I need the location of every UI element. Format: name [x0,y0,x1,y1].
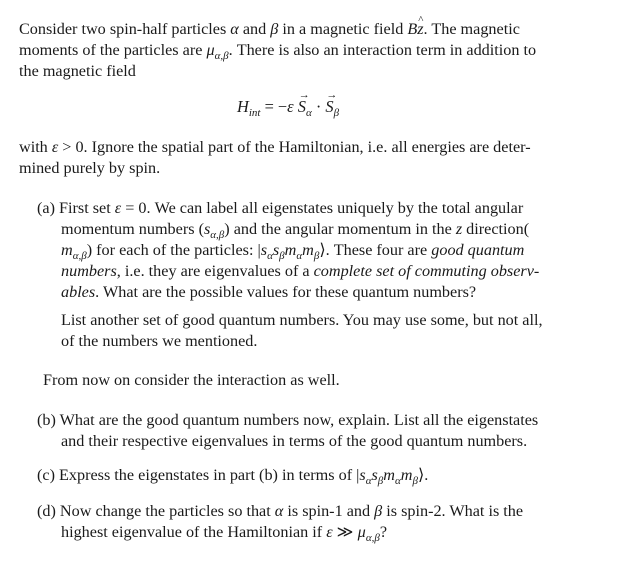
part-a-line-7: of the numbers we mentioned. [61,332,258,350]
part-a-line-6: List another set of good quantum numbers. You may use some, but not all, [61,311,543,329]
after-eq-line-2: mined purely by spin. [19,159,161,177]
intro-line-3: the magnetic field [19,62,136,80]
part-d-line-1: (d) Now change the particles so that α is spin-1 and β is spin-2. What is the [37,502,524,520]
intro-line-1: Consider two spin-half particles α and β in a magnetic field B^ z. The magnetic [19,19,520,40]
part-a-line-2: momentum numbers $(s_{\alpha,\beta})$ and the angular momentum in the z direction( [61,220,530,241]
part-a-line-1: (a) First set ε = 0. We can label all eigenstates uniquely by the total angular [37,199,524,217]
part-b-line-1: (b) What are the good quantum numbers now, explain. List all the eigenstates [37,411,539,429]
part-d-line-2: highest eigenvalue of the Hamiltonian if ε ≫ $\mu_{\alpha,\beta}$? [61,523,388,544]
part-a-line-5: ables. What are the possible values for these quantum numbers? [61,283,477,301]
interaction-hamiltonian-equation: $H_{int} = -\varepsilon \to S_\alpha$ · → $S_\beta$ [237,97,339,120]
interlude-text: From now on consider the interaction as well. [43,371,340,389]
intro-line-2: moments of the particles are $\mu_{\alpha,\beta}$. There is also an interaction term in addition to [19,41,537,62]
part-b-line-2: and their respective eigenvalues in terms of the good quantum numbers. [61,432,528,450]
part-a-line-4: numbers, i.e. they are eigenvalues of a complete set of commuting observ- [61,262,540,280]
part-a-line-3: $m_{\alpha,\beta}$) for each of the particles: $|s_\alpha s_\beta m_\alpha m_\beta⟩$. These four are good quantum [61,241,525,262]
after-eq-line-1: with ε > 0. Ignore the spatial part of the Hamiltonian, i.e. all energies are deter- [19,138,531,156]
part-c-line-1: (c) Express the eigenstates in part (b) in terms of $|s_\alpha s_\beta m_\alpha m_\beta⟩$. [37,466,429,487]
